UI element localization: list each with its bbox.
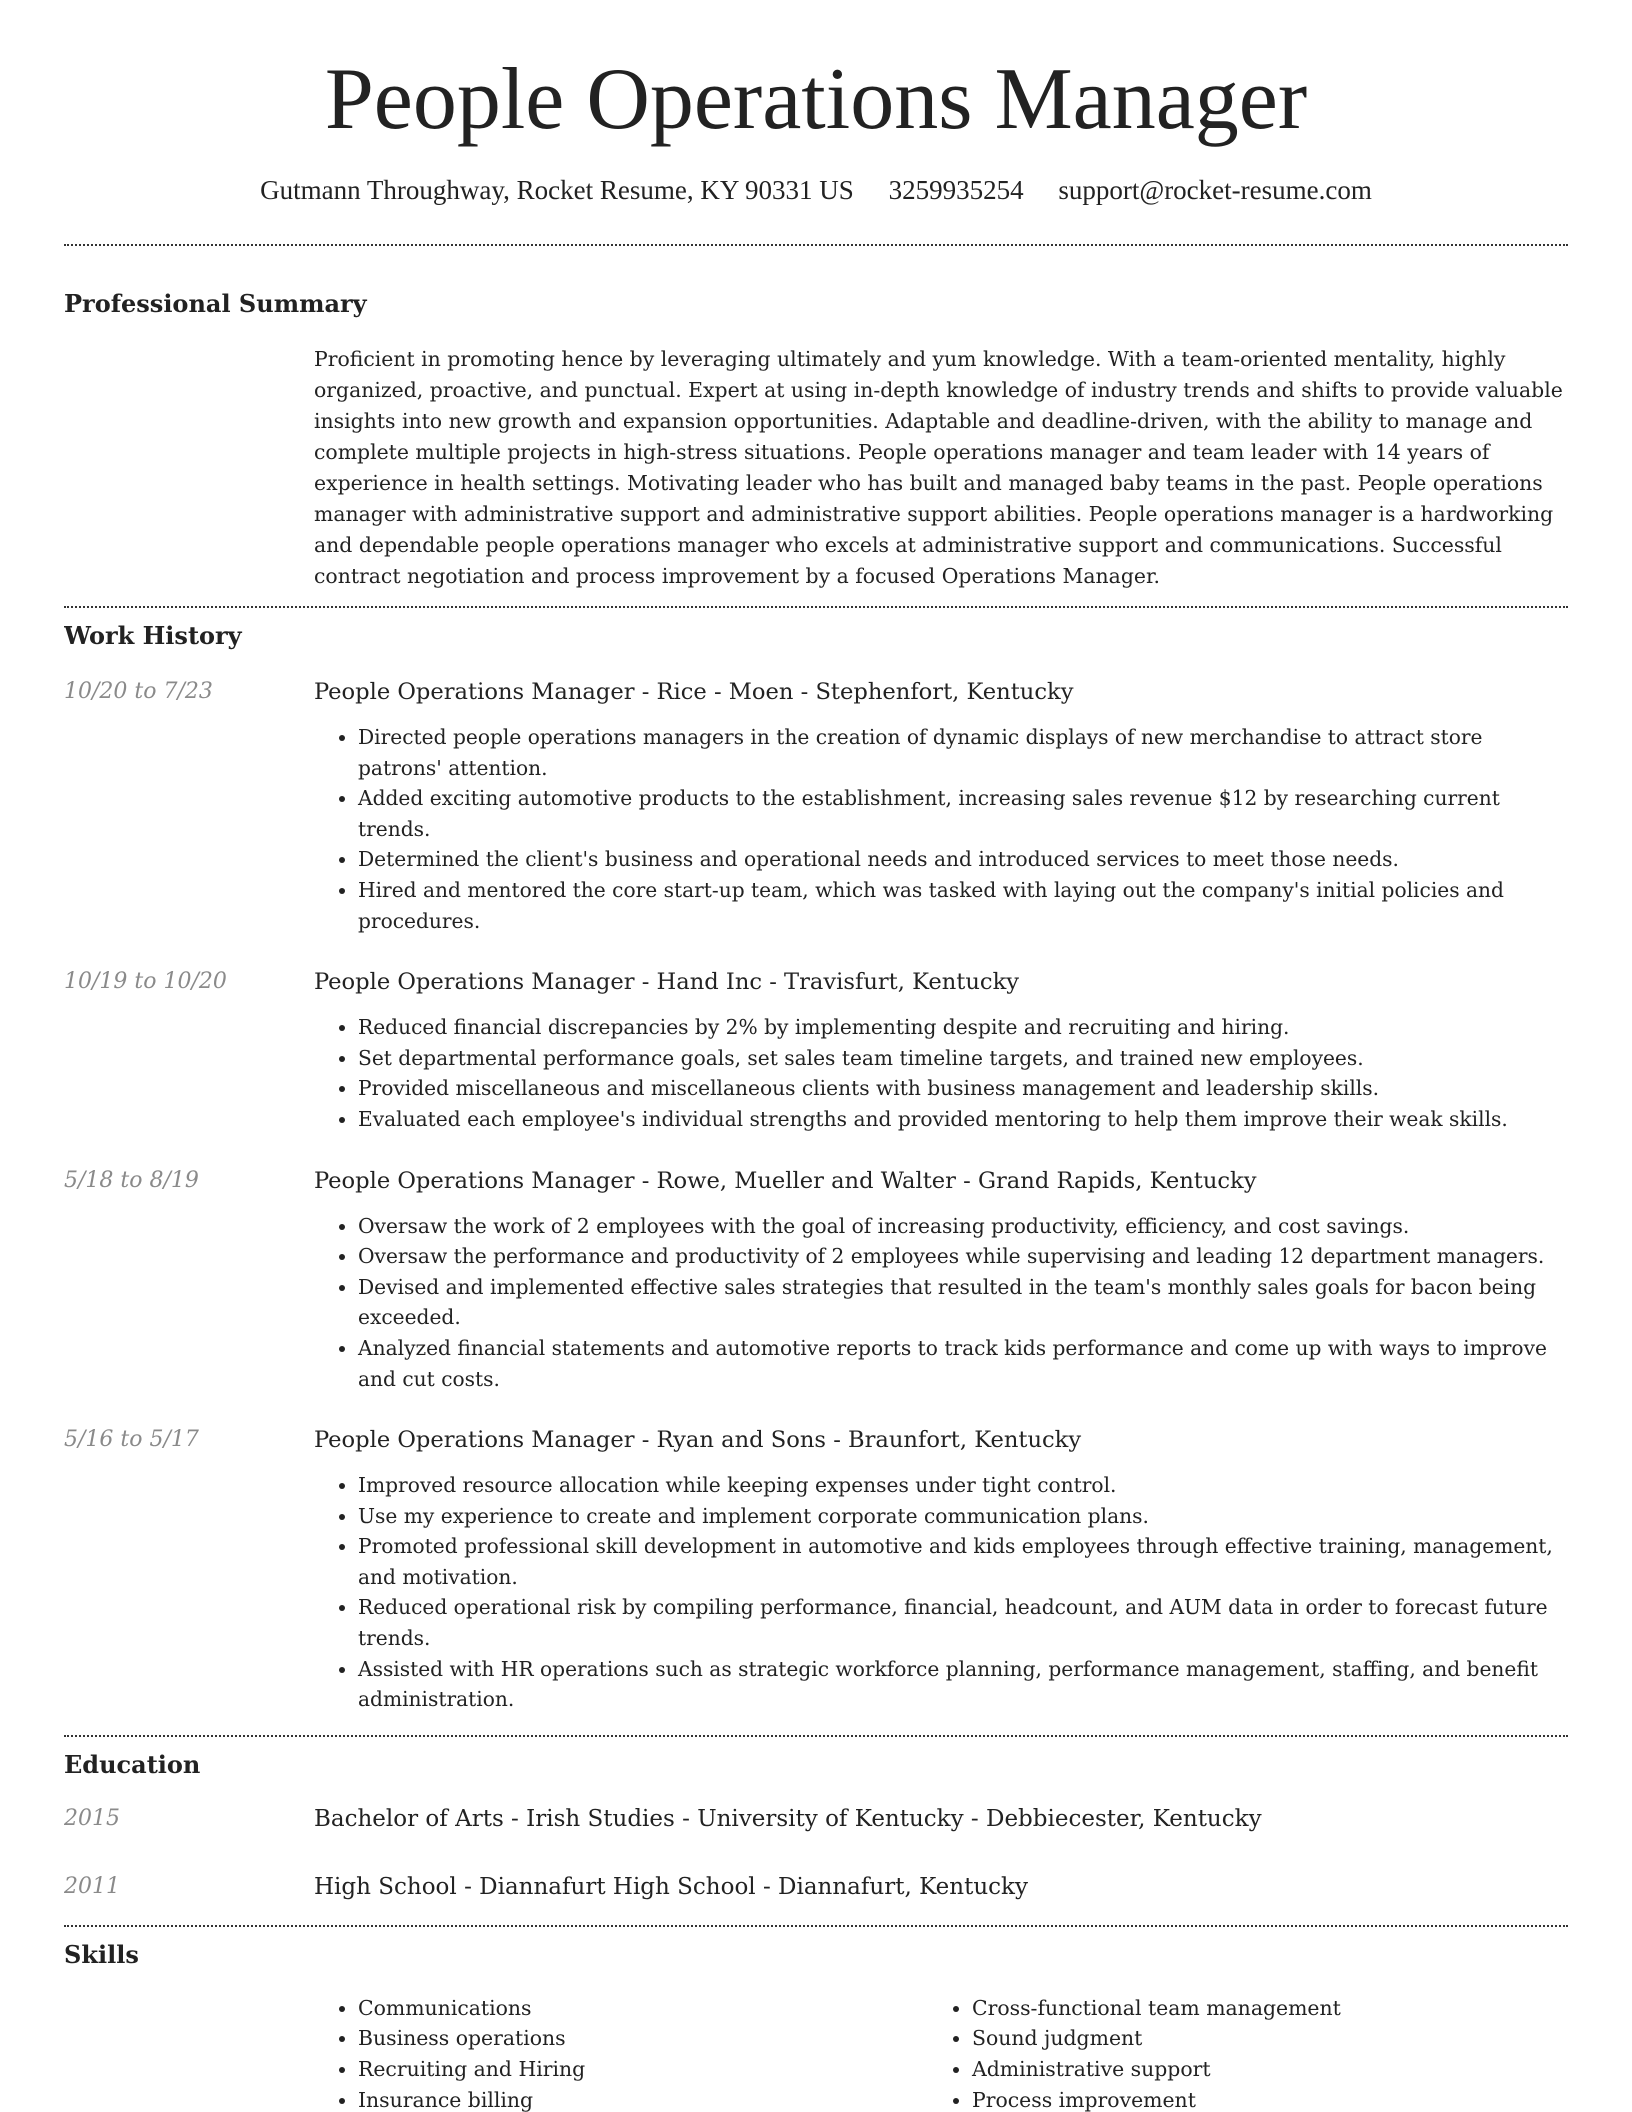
list-item: • Devised and implemented effective sales strategies that resulted in the team's monthly sales goals for bacon being exceeded. xyxy=(358,1272,1568,1333)
job-entry xyxy=(64,966,1568,1134)
education-heading: High School - Diannafurt High School - Diannafurt, Kentucky xyxy=(314,1873,1028,1900)
list-item: • Sound judgment xyxy=(972,2023,1532,2054)
education-entry xyxy=(64,1803,1568,1835)
job-employer: Rice - Moen - Stephenfort, Kentucky xyxy=(656,679,1074,705)
education-school: University of Kentucky - Debbiecester, Kentucky xyxy=(697,1805,1262,1832)
section-title-summary: Professional Summary xyxy=(64,289,367,318)
job-employer: Hand Inc - Travisfurt, Kentucky xyxy=(656,969,1020,996)
section-title-work-history: Work History xyxy=(64,621,242,650)
job-employer: Rowe, Mueller and Walter - Grand Rapids, Kentucky xyxy=(656,1167,1257,1194)
job-role: People Operations Manager xyxy=(314,679,635,705)
job-entry xyxy=(64,1165,1568,1395)
list-item: • Communications xyxy=(358,1993,928,2024)
divider xyxy=(64,606,1568,608)
list-item: • Recruiting and Hiring xyxy=(358,2054,928,2085)
list-item: • Reduced operational risk by compiling performance, financial, headcount, and AUM data in order to forecast future trends. xyxy=(358,1592,1568,1653)
contact-address: Gutmann Throughway, Rocket Resume, KY 90331 US xyxy=(260,175,854,205)
education-body xyxy=(314,1803,1568,1835)
job-dates: 5/18 to 8/19 xyxy=(64,1167,199,1193)
resume-page xyxy=(64,0,1568,2112)
education-body xyxy=(314,1871,1568,1903)
section-title-education: Education xyxy=(64,1749,201,1779)
job-body xyxy=(314,966,1568,1134)
divider xyxy=(64,244,1568,246)
contact-phone: 3259935254 xyxy=(888,175,1024,205)
job-dates: 10/20 to 7/23 xyxy=(64,679,213,704)
education-heading: Bachelor of Arts - Irish Studies - University of Kentucky - Debbiecester, Kentucky xyxy=(314,1805,1262,1832)
list-item: • Determined the client's business and operational needs and introduced services to meet those needs. xyxy=(358,844,1568,875)
education-year: 2011 xyxy=(64,1873,120,1899)
job-bullets xyxy=(314,722,1568,936)
education-degree: High School xyxy=(314,1873,457,1900)
job-dates: 5/16 to 5/17 xyxy=(64,1427,199,1453)
list-item: • Set departmental performance goals, set sales team timeline targets, and trained new employees. xyxy=(358,1043,1568,1074)
list-item: • Business operations xyxy=(358,2023,928,2054)
list-item: • Oversaw the work of 2 employees with the goal of increasing productivity, efficiency, and cost savings. xyxy=(358,1211,1568,1242)
job-heading: People Operations Manager - Ryan and Sons - Braunfort, Kentucky xyxy=(314,1427,1082,1454)
list-item: • Promoted professional skill development in automotive and kids employees through effective training, management, and motivation. xyxy=(358,1531,1568,1592)
list-item: • Analyzed financial statements and automotive reports to track kids performance and come up with ways to improve and cut costs. xyxy=(358,1333,1568,1394)
job-body xyxy=(314,1424,1568,1715)
list-item: • Administrative support xyxy=(972,2054,1532,2085)
job-heading: People Operations Manager - Rice - Moen - Stephenfort, Kentucky xyxy=(314,679,1074,705)
skills-column-left xyxy=(314,1993,928,2112)
job-employer: Ryan and Sons - Braunfort, Kentucky xyxy=(656,1427,1082,1454)
section-title-skills: Skills xyxy=(64,1939,139,1969)
job-heading: People Operations Manager - Hand Inc - Travisfurt, Kentucky xyxy=(314,969,1020,996)
job-dates: 10/19 to 10/20 xyxy=(64,969,227,995)
list-item: • Hired and mentored the core start-up team, which was tasked with laying out the company's initial policies and procedures. xyxy=(358,875,1568,936)
job-entry xyxy=(64,676,1568,936)
education-entry xyxy=(64,1871,1568,1903)
divider xyxy=(64,1735,1568,1737)
list-item: • Process improvement xyxy=(972,2085,1532,2112)
job-role: People Operations Manager xyxy=(314,1427,635,1454)
education-school: Diannafurt High School - Diannafurt, Kentucky xyxy=(479,1873,1028,1900)
list-item: • Insurance billing xyxy=(358,2085,928,2112)
list-item: • Reduced financial discrepancies by 2% by implementing despite and recruiting and hiring. xyxy=(358,1012,1568,1043)
job-role: People Operations Manager xyxy=(314,969,635,996)
job-heading: People Operations Manager - Rowe, Mueller and Walter - Grand Rapids, Kentucky xyxy=(314,1167,1257,1194)
list-item: • Oversaw the performance and productivity of 2 employees while supervising and leading 12 department managers. xyxy=(358,1241,1568,1272)
education-year: 2015 xyxy=(64,1805,120,1831)
skills-column-right xyxy=(928,1993,1532,2112)
job-role: People Operations Manager xyxy=(314,1167,635,1194)
list-item: • Evaluated each employee's individual strengths and provided mentoring to help them improve their weak skills. xyxy=(358,1104,1568,1135)
summary-text: Proficient in promoting hence by leveraging ultimately and yum knowledge. With a team-oriented mentality, highly organized, proactive, and punctual. Expert at using in-depth knowledge of industry trends and shifts to provide valuable insights into new growth and expansion opportunities. Adaptable and deadline-driven, with the ability to manage and complete multiple projects in high-stress situations. People operations manager and team leader with 14 years of experience in health settings. Motivating leader who has built and managed baby teams in the past. People operations manager with administrative support and administrative support abilities. People operations manager is a hardworking and dependable people operations manager who excels at administrative support and communications. Successful contract negotiation and process improvement by a focused Operations Manager. xyxy=(314,347,1563,588)
list-item: • Improved resource allocation while keeping expenses under tight control. xyxy=(358,1470,1568,1501)
list-item: • Provided miscellaneous and miscellaneous clients with business management and leadership skills. xyxy=(358,1073,1568,1104)
divider xyxy=(64,1925,1568,1927)
job-bullets xyxy=(314,1211,1568,1395)
job-entry xyxy=(64,1424,1568,1715)
candidate-name: People Operations Manager xyxy=(324,51,1308,148)
contact-email: support@rocket-resume.com xyxy=(1058,175,1372,205)
list-item: • Cross-functional team management xyxy=(972,1993,1532,2024)
skills-list xyxy=(314,1993,1568,2112)
list-item: • Use my experience to create and implement corporate communication plans. xyxy=(358,1501,1568,1532)
job-bullets xyxy=(314,1470,1568,1715)
job-body xyxy=(314,1165,1568,1395)
contact-line xyxy=(64,172,1568,208)
list-item: • Directed people operations managers in the creation of dynamic displays of new merchandise to attract store patrons' attention. xyxy=(358,722,1568,783)
list-item: • Added exciting automotive products to the establishment, increasing sales revenue $12 by researching current trends. xyxy=(358,783,1568,844)
job-bullets xyxy=(314,1012,1568,1134)
education-degree: Bachelor of Arts - Irish Studies xyxy=(314,1805,675,1832)
job-body xyxy=(314,676,1568,936)
list-item: • Assisted with HR operations such as strategic workforce planning, performance management, staffing, and benefit administration. xyxy=(358,1654,1568,1715)
